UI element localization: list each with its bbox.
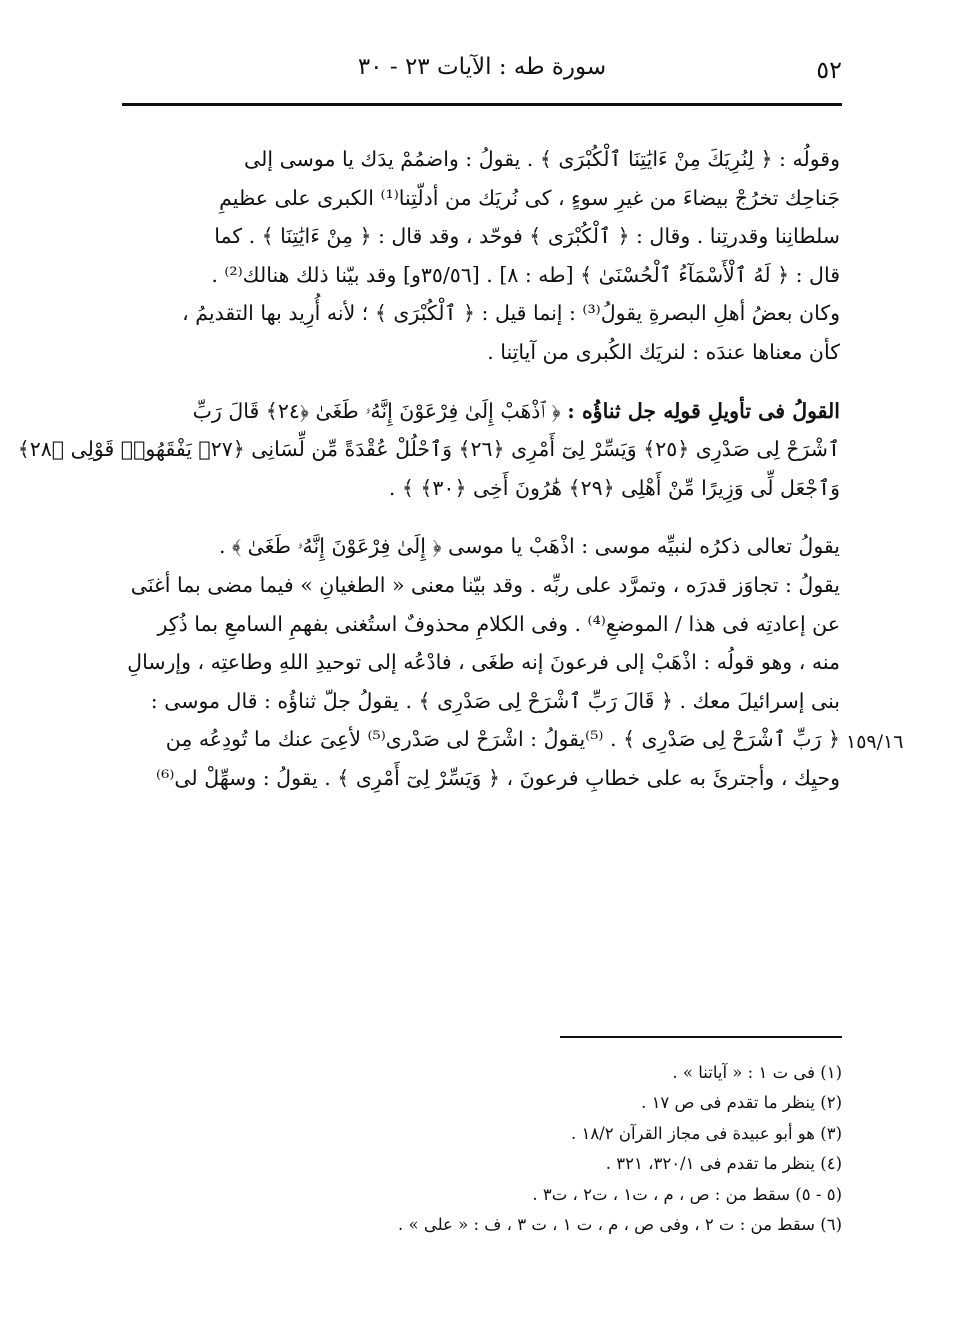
footnote: (٤) ينظر ما تقدم فى ٣٢٠/١، ٣٢١ . [605, 1154, 842, 1174]
text-line: وقولُه : ﴿ لِنُرِيَكَ مِنْ ءَايَٰتِنَا ٱلْكُبْرَى ﴾ . يقولُ : واضمُمْ يدَك يا موسى إلى [244, 147, 840, 171]
text-line: عن إعادتِه فى هذا / الموضعِ⁽⁴⁾ . وفى الكلامِ محذوفٌ استُغنى بفهمِ السامعِ بما ذُكِر [157, 611, 840, 636]
text-line: كأن معناها عندَه : لنريَك الكُبرى من آياتِنا . [487, 339, 840, 364]
text-line: بنى إسرائيلَ معك . ﴿ قَالَ رَبِّ ٱشْرَحْ لِى صَدْرِى ﴾ . يقولُ جلّ ثناؤُه : قال موسى : [150, 688, 840, 713]
text-line: منه ، وهو قولُه : اذْهَبْ إلى فرعونَ إنه طغَى ، فادْعُه إلى توحيدِ اللهِ وطاعتِه ، وإرسالِ [127, 650, 840, 675]
footnotes [300, 1058, 842, 1240]
verse-line: وَٱجْعَل لِّى وَزِيرًا مِّنْ أَهْلِى ﴿٢٩﴾ هَٰرُونَ أَخِى ﴿٣٠﴾ ﴾ . [388, 475, 840, 500]
heading-line [122, 392, 840, 431]
text-line: ﴿ رَبِّ ٱشْرَحْ لِى صَدْرِى ﴾ . ⁽⁵⁾يقولُ : اشْرَحْ لى صَدْرى⁽⁵⁾ لأعِىَ عنك ما تُودِعُه مِن [165, 727, 840, 752]
section-heading: القولُ فى تأويلِ قولِه جل ثناؤُه : [567, 398, 840, 423]
footnote: (٣) هو أبو عبيدة فى مجاز القرآن ١٨/٢ . [570, 1123, 842, 1143]
header-rule [122, 103, 842, 106]
verse-heading-block [17, 392, 840, 508]
main-text [17, 140, 840, 798]
text-line: وحيِك ، وأجترئَ به على خطابِ فرعونَ ، ﴿ وَيَسِّرْ لِىٓ أَمْرِى ﴾ . يقولُ : وسهِّلْ لى⁽⁶⁾ [156, 765, 840, 790]
page-header [122, 54, 842, 94]
footnote: (١) فى ت ١ : « آياتنا » . [672, 1063, 842, 1082]
text-line: جَناحِك تخرُجْ بيضاءَ من غيرِ سوءٍ ، كى نُريَك من أدلّتِنا⁽¹⁾ الكبرى على عظيمِ [219, 185, 840, 210]
text-line: قال : ﴿ لَهُ ٱلْأَسْمَآءُ ٱلْحُسْنَىٰ ﴾ [طه : ٨] . [٣٥/٥٦و] وقد بيّنا ذلك هنالك⁽²⁾ . [211, 262, 840, 287]
verse-line: ٱشْرَحْ لِى صَدْرِى ﴿٢٥﴾ وَيَسِّرْ لِىٓ أَمْرِى ﴿٢٦﴾ وَٱحْلُلْ عُقْدَةً مِّن لِّسَانِى ﴿٢٧﴾ يَفْقَهُوا۟ قَوْلِى ﴿٢٨﴾ [17, 437, 840, 462]
footnote: (٥ - ٥) سقط من : ص ، م ، ت١ ، ت٢ ، ت٣ . [532, 1184, 842, 1204]
page-number: ٥٢ [816, 56, 842, 84]
text-line: يقولُ : تجاوَز قدرَه ، وتمرَّد على ربِّه . وقد بيّنا معنى « الطغيانِ » فيما مضى بما أغنَى [130, 572, 840, 597]
footnote: (٦) سقط من : ت ٢ ، وفى ص ، م ، ت ١ ، ت ٣ ، ف : « على » . [398, 1215, 842, 1235]
footnote-rule [560, 1036, 842, 1038]
text-line: يقولُ تعالى ذكرُه لنبيِّه موسى : اذْهَبْ يا موسى ﴿ إِلَىٰ فِرْعَوْنَ إِنَّهُۥ طَغَىٰ ﴾ . [218, 534, 840, 559]
text-line: وكان بعضُ أهلِ البصرةِ يقولُ⁽³⁾ : إنما قيل : ﴿ ٱلْكُبْرَى ﴾ ؛ لأنه أُرِيد بها التقديمُ ، [182, 301, 840, 326]
running-title: سورة طه : الآيات ٢٣ - ٣٠ [357, 54, 607, 80]
margin-reference: ١٥٩/١٦ [846, 731, 904, 753]
commentary-paragraph-2 [122, 527, 840, 797]
footnote: (٢) ينظر ما تقدم فى ص ١٧ . [641, 1093, 842, 1113]
text-line: سلطانِنا وقدرتِنا . وقال : ﴿ ٱلْكُبْرَى ﴾ فوحّد ، وقد قال : ﴿ مِنْ ءَايَٰتِنَا ﴾ . كما [214, 224, 840, 249]
commentary-paragraph-1 [122, 140, 840, 372]
verse-text: ﴿ ٱذْهَبْ إِلَىٰ فِرْعَوْنَ إِنَّهُۥ طَغَىٰ ﴿٢٤﴾ قَالَ رَبِّ [192, 398, 561, 423]
